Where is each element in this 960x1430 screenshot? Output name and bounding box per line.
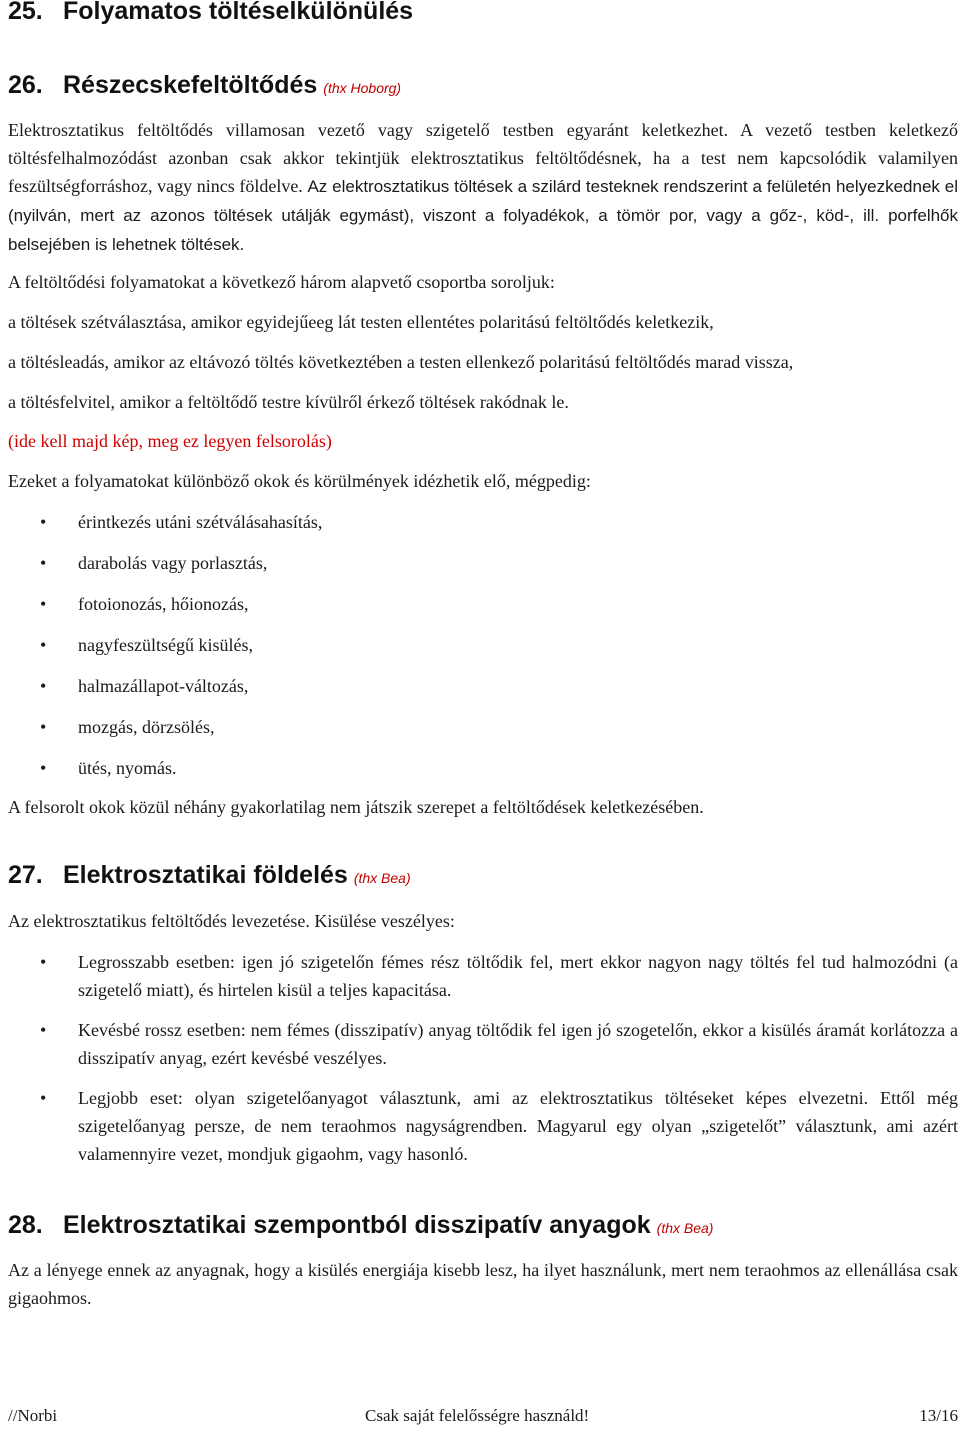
- section-number: 25.: [8, 0, 43, 25]
- bullet-icon: •: [40, 635, 47, 655]
- section-title: Részecskefeltöltődés: [63, 71, 318, 99]
- list-item-text: fotoionozás, hőionozás,: [78, 594, 249, 614]
- intro-serif-text: Elektrosztatikus feltöltődés villamosan vezető vagy szigetelő testben egyaránt keletkezhet. A vezető testben keletkező töltésfelhalmozódást azonban csak akkor tekintjük elektrosztatikus feltöltődésnek, ha a test nem kapcsolódik valamilyen feszültségforráshoz, vagy nincs földelve.: [8, 120, 958, 196]
- footer-author: //Norbi: [8, 1406, 58, 1425]
- section-number: 27.: [8, 861, 43, 889]
- list-item: [8, 1016, 958, 1072]
- bullet-icon: •: [40, 676, 47, 696]
- page-footer: [8, 1406, 958, 1430]
- section-number: 26.: [8, 71, 43, 99]
- section-26-heading: [8, 70, 401, 103]
- bullet-icon: •: [40, 952, 47, 972]
- paragraph: a töltésfelvitel, amikor a feltöltődő testre kívülről érkező töltések rakódnak le.: [8, 392, 569, 412]
- list-item: [8, 549, 958, 590]
- bullet-icon: •: [40, 553, 47, 573]
- bullet-icon: •: [40, 1020, 47, 1040]
- intro-sans-text: Az elektrosztatikus töltések a szilárd testeknek rendszerint a felületén helyezkednek el (nyilván, mert az azonos töltések utálják egymást), viszont a folyadékok, a tömör por, vagy a gőz-, köd-, ill. porfelhők belsejében is lehetnek töltések.: [8, 177, 958, 254]
- discharge-cases-list: [8, 948, 958, 1180]
- paragraph: Ezeket a folyamatokat különböző okok és körülmények idézhetik elő, mégpedig:: [8, 471, 591, 491]
- footer-disclaimer: Csak saját felelősségre használd!: [365, 1406, 590, 1425]
- bullet-icon: •: [40, 1088, 47, 1108]
- list-item-text: érintkezés utáni szétválásahasítás,: [78, 512, 323, 532]
- credit-note: (thx Bea): [353, 870, 411, 886]
- section-26-intro: [8, 116, 958, 259]
- causes-list: [8, 508, 958, 795]
- list-item: [8, 590, 958, 631]
- section-title: Folyamatos töltéselkülönülés: [63, 0, 414, 25]
- list-item-text: darabolás vagy porlasztás,: [78, 553, 268, 573]
- page-number: 13/16: [919, 1406, 958, 1425]
- paragraph: Az a lényege ennek az anyagnak, hogy a kisülés energiája kisebb lesz, ha ilyet használunk, mert nem teraohmos az ellenállása csak gigaohmos.: [8, 1260, 958, 1308]
- paragraph: A felsorolt okok közül néhány gyakorlatilag nem játszik szerepet a feltöltődések keletkezésében.: [8, 797, 704, 817]
- list-item-text: halmazállapot-változás,: [78, 676, 249, 696]
- section-title: Elektrosztatikai földelés: [63, 861, 348, 889]
- list-item: [8, 948, 958, 1004]
- list-item-text: nagyfeszültségű kisülés,: [78, 635, 253, 655]
- list-item-text: mozgás, dörzsölés,: [78, 717, 215, 737]
- list-item-text: Kevésbé rossz esetben: nem fémes (disszipatív) anyag töltődik fel igen jó szogetelőn, ekkor a kisülés áramát korlátozza a disszipatív anyag, ezért kevésbé veszélyes.: [78, 1020, 958, 1068]
- list-item-text: Legrosszabb esetben: igen jó szigetelőn fémes rész töltődik fel, mert ekkor nagyon nagy töltés fel tud halmozódni (a szigetelő miatt), és hirtelen kisül a teljes kapacitása.: [78, 952, 958, 1000]
- credit-note: (thx Hoborg): [323, 80, 402, 96]
- section-title: Elektrosztatikai szempontból disszipatív anyagok: [63, 1211, 651, 1239]
- section-number: 28.: [8, 1211, 43, 1239]
- paragraph: Az elektrosztatikus feltöltődés levezetése. Kisülése veszélyes:: [8, 911, 455, 931]
- bullet-icon: •: [40, 758, 47, 778]
- paragraph: A feltöltődési folyamatokat a következő három alapvető csoportba soroljuk:: [8, 272, 555, 292]
- list-item: [8, 754, 958, 795]
- section-28-heading: [8, 1210, 713, 1243]
- paragraph: a töltésleadás, amikor az eltávozó töltés következtében a testen ellenkező polaritású feltöltődés marad vissza,: [8, 352, 794, 372]
- bullet-icon: •: [40, 717, 47, 737]
- section-25-heading: [8, 0, 413, 26]
- list-item-text: ütés, nyomás.: [78, 758, 177, 778]
- list-item: [8, 672, 958, 713]
- credit-note: (thx Bea): [656, 1220, 714, 1236]
- bullet-icon: •: [40, 594, 47, 614]
- list-item: [8, 631, 958, 672]
- editor-note: (ide kell majd kép, meg ez legyen felsorolás): [8, 431, 332, 451]
- list-item-text: Legjobb eset: olyan szigetelőanyagot választunk, ami az elektrosztatikus töltéseket képes elvezetni. Ettől még szigetelőanyag persze, de nem teraohmos nagyságrendben. Magyarul egy olyan „szigetelőt” választunk, ami azért valamennyire vezet, mondjuk gigaohm, vagy hasonló.: [78, 1088, 958, 1164]
- paragraph: a töltések szétválasztása, amikor egyidejűeeg lát testen ellentétes polaritású feltöltődés keletkezik,: [8, 312, 714, 332]
- list-item: [8, 508, 958, 549]
- section-27-heading: [8, 860, 411, 893]
- bullet-icon: •: [40, 512, 47, 532]
- list-item: [8, 713, 958, 754]
- list-item: [8, 1084, 958, 1168]
